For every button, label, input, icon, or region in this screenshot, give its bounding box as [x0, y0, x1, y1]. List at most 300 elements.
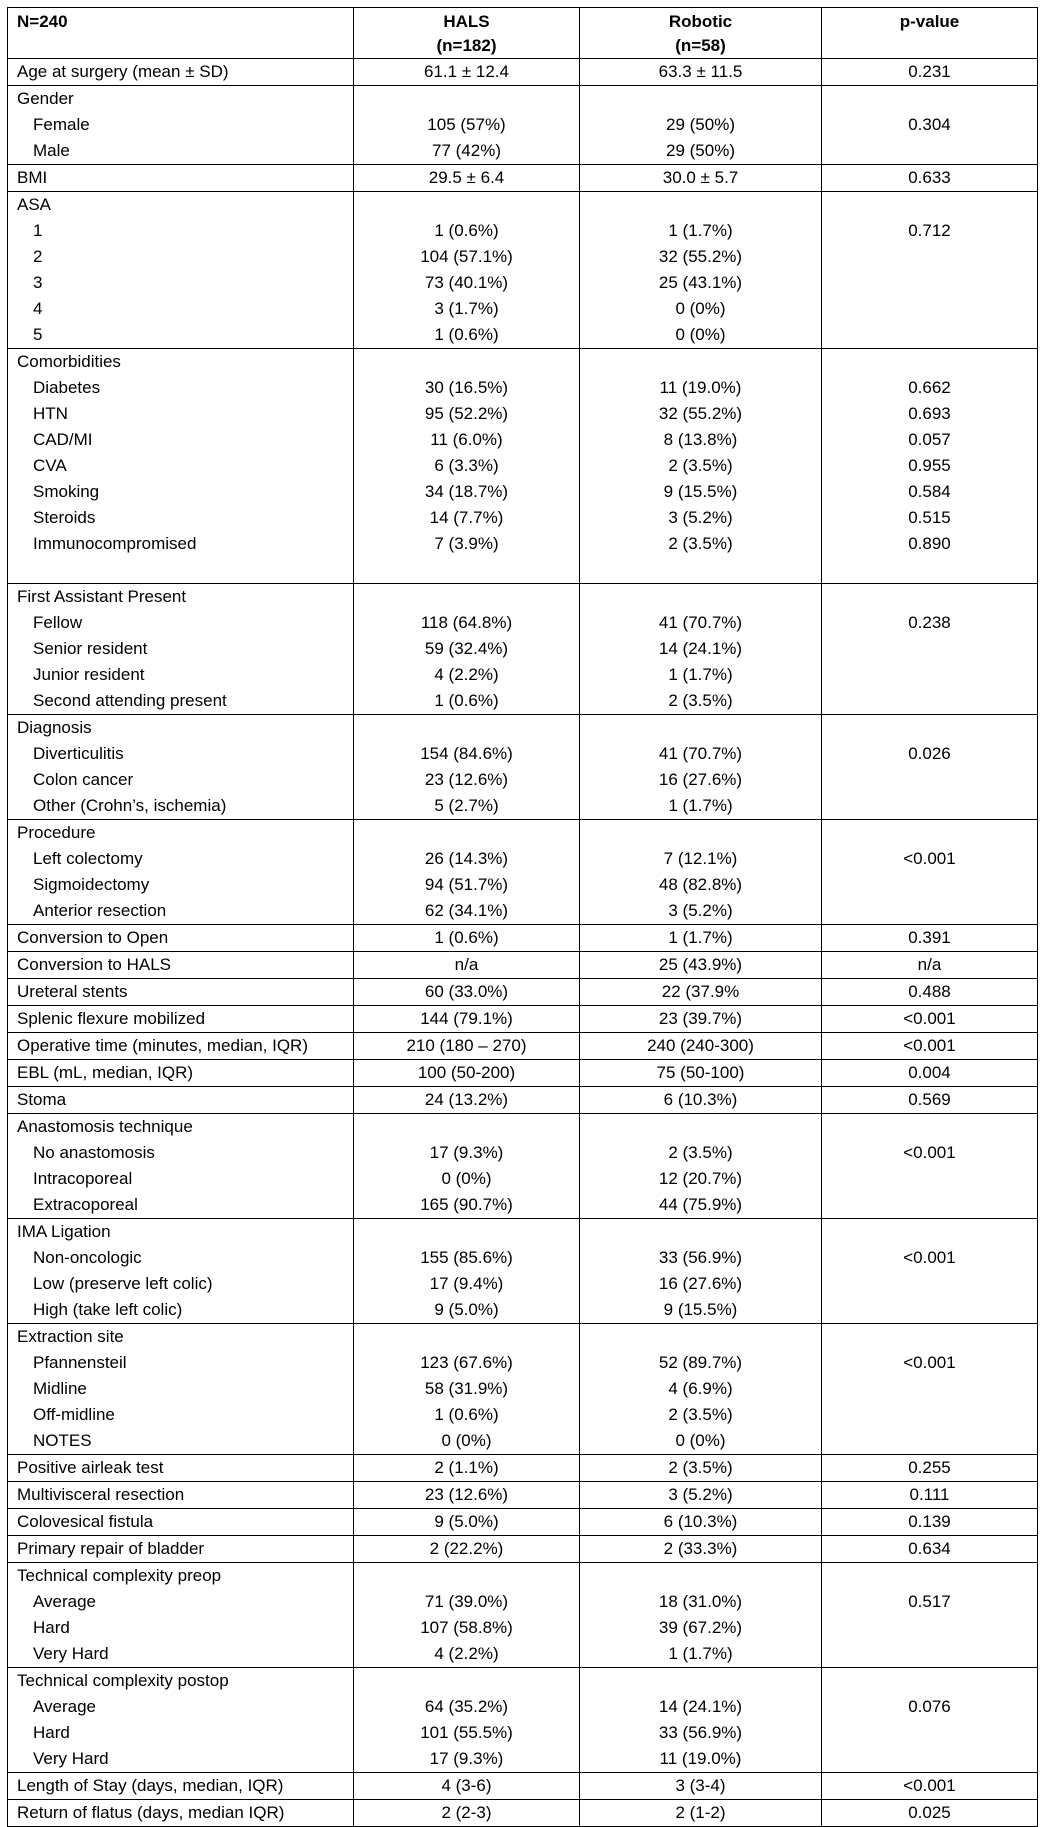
robotic-value-cell — [580, 1563, 822, 1668]
row-label: Technical complexity postop — [17, 1671, 229, 1690]
row-label: BMI — [17, 168, 48, 187]
hals-value-cell — [354, 86, 580, 165]
hals-value: 1 (0.6%) — [434, 1405, 499, 1424]
row-label-cell — [8, 925, 354, 952]
p-value: 0.569 — [908, 1090, 951, 1109]
robotic-value — [580, 86, 821, 112]
robotic-value: 11 (19.0%) — [659, 1749, 742, 1768]
row-label-cell — [8, 1033, 354, 1060]
hals-value: 23 (12.6%) — [424, 1485, 509, 1504]
row-label: Return of flatus (days, median IQR) — [17, 1803, 285, 1822]
row-label: Age at surgery (mean ± SD) — [17, 62, 229, 81]
robotic-value: 6 (10.3%) — [663, 1090, 738, 1109]
p-value: 0.662 — [908, 378, 951, 397]
hals-value: 26 (14.3%) — [424, 849, 509, 868]
row-sublabel: Off-midline — [33, 1405, 115, 1424]
hals-value — [354, 86, 579, 112]
p-value: 0.517 — [908, 1592, 951, 1611]
p-value-cell — [822, 1563, 1038, 1668]
p-value: 0.488 — [908, 982, 951, 1001]
row-sublabel: Average — [33, 1592, 97, 1611]
hals-value: 9 (5.0%) — [434, 1512, 499, 1531]
hals-value — [354, 715, 579, 741]
p-value — [822, 349, 1037, 375]
p-value: <0.001 — [903, 849, 956, 868]
robotic-value-cell — [580, 1536, 822, 1563]
hals-value — [354, 192, 579, 218]
row-label-cell — [8, 1482, 354, 1509]
hals-value: 104 (57.1%) — [420, 247, 513, 266]
row-label: ASA — [17, 195, 52, 214]
table-row — [8, 925, 1038, 952]
robotic-value: 0 (0%) — [675, 1431, 726, 1450]
hals-value: 17 (9.3%) — [429, 1749, 504, 1768]
header-robotic-title: Robotic — [668, 12, 733, 31]
table-row — [8, 1087, 1038, 1114]
hals-value-cell — [354, 1482, 580, 1509]
row-sublabel: 1 — [33, 221, 43, 240]
row-sublabel: HTN — [33, 404, 68, 423]
robotic-value: 1 (1.7%) — [668, 1644, 733, 1663]
row-label: Technical complexity preop — [17, 1566, 222, 1585]
robotic-value — [580, 1324, 821, 1350]
p-value: 0.111 — [909, 1485, 950, 1504]
row-label-cell — [8, 165, 354, 192]
row-sublabel: Other (Crohn’s, ischemia) — [33, 796, 227, 815]
robotic-value: 2 (3.5%) — [668, 1143, 733, 1162]
row-sublabel: Female — [33, 115, 90, 134]
p-value-cell — [822, 1324, 1038, 1455]
robotic-value-cell — [580, 1114, 822, 1219]
robotic-value: 3 (5.2%) — [668, 1485, 733, 1504]
hals-value: 1 (0.6%) — [434, 928, 499, 947]
row-label-cell — [8, 1563, 354, 1668]
p-value-cell — [822, 1536, 1038, 1563]
robotic-value: 2 (3.5%) — [668, 1458, 733, 1477]
robotic-value-cell — [580, 1668, 822, 1773]
row-label: Conversion to HALS — [17, 955, 172, 974]
robotic-value-cell — [580, 1509, 822, 1536]
row-label-cell — [8, 1800, 354, 1827]
row-sublabel: Male — [33, 141, 70, 160]
row-sublabel: NOTES — [33, 1431, 92, 1450]
row-label-cell — [8, 1219, 354, 1324]
table-row — [8, 1563, 1038, 1668]
p-value: 0.076 — [908, 1697, 951, 1716]
robotic-value: 9 (15.5%) — [663, 482, 738, 501]
p-value-cell — [822, 1509, 1038, 1536]
row-label: Extraction site — [17, 1327, 124, 1346]
hals-value: 11 (6.0%) — [430, 430, 503, 449]
table-body — [8, 59, 1038, 1827]
p-value-cell — [822, 349, 1038, 584]
row-sublabel: Fellow — [33, 613, 83, 632]
robotic-value: 16 (27.6%) — [658, 770, 743, 789]
robotic-value — [580, 820, 821, 846]
hals-value: 17 (9.3%) — [429, 1143, 504, 1162]
robotic-value: 33 (56.9%) — [658, 1248, 743, 1267]
hals-value-cell — [354, 584, 580, 715]
p-value — [822, 820, 1037, 846]
p-value-cell — [822, 59, 1038, 86]
table-row — [8, 979, 1038, 1006]
table-row — [8, 1006, 1038, 1033]
row-label: Anastomosis technique — [17, 1117, 193, 1136]
hals-value-cell — [354, 1087, 580, 1114]
p-value-cell — [822, 925, 1038, 952]
row-sublabel: 3 — [33, 273, 43, 292]
hals-value: 4 (2.2%) — [434, 665, 499, 684]
hals-value: 107 (58.8%) — [420, 1618, 513, 1637]
table-row — [8, 584, 1038, 715]
table-row — [8, 715, 1038, 820]
row-sublabel: Intracoporeal — [33, 1169, 133, 1188]
table-row — [8, 1668, 1038, 1773]
robotic-value: 25 (43.9%) — [658, 955, 743, 974]
robotic-value: 2 (3.5%) — [668, 456, 733, 475]
robotic-value: 22 (37.9% — [661, 982, 740, 1001]
row-label-cell — [8, 59, 354, 86]
hals-value — [354, 1219, 579, 1245]
row-label: First Assistant Present — [17, 587, 187, 606]
robotic-value: 11 (19.0%) — [659, 378, 742, 397]
robotic-value: 4 (6.9%) — [668, 1379, 733, 1398]
table-row — [8, 952, 1038, 979]
robotic-value: 240 (240-300) — [647, 1036, 754, 1055]
robotic-value-cell — [580, 1773, 822, 1800]
table-row — [8, 192, 1038, 349]
hals-value: 154 (84.6%) — [420, 744, 513, 763]
row-label: Multivisceral resection — [17, 1485, 185, 1504]
header-hals — [354, 8, 580, 59]
header-robotic-n: (n=58) — [675, 36, 726, 55]
robotic-value-cell — [580, 584, 822, 715]
hals-value: 77 (42%) — [432, 141, 501, 160]
robotic-value-cell — [580, 820, 822, 925]
hals-value — [354, 1114, 579, 1140]
hals-value: 165 (90.7%) — [420, 1195, 513, 1214]
row-label-cell — [8, 192, 354, 349]
table-row — [8, 1773, 1038, 1800]
hals-value: 64 (35.2%) — [424, 1697, 509, 1716]
hals-value-cell — [354, 192, 580, 349]
robotic-value-cell — [580, 1006, 822, 1033]
hals-value-cell — [354, 979, 580, 1006]
hals-value-cell — [354, 1324, 580, 1455]
p-value-cell — [822, 86, 1038, 165]
row-sublabel: CVA — [33, 456, 67, 475]
p-value — [822, 715, 1037, 741]
hals-value-cell — [354, 952, 580, 979]
robotic-value: 0 (0%) — [675, 325, 726, 344]
hals-value — [354, 1563, 579, 1589]
hals-value-cell — [354, 1773, 580, 1800]
robotic-value-cell — [580, 86, 822, 165]
hals-value-cell — [354, 1536, 580, 1563]
row-label-cell — [8, 584, 354, 715]
p-value-cell — [822, 715, 1038, 820]
robotic-value: 1 (1.7%) — [668, 928, 733, 947]
p-value: <0.001 — [903, 1353, 956, 1372]
hals-value-cell — [354, 1114, 580, 1219]
row-sublabel: Diverticulitis — [33, 744, 124, 763]
robotic-value: 52 (89.7%) — [658, 1353, 743, 1372]
robotic-value-cell — [580, 952, 822, 979]
row-sublabel: 5 — [33, 325, 43, 344]
header-hals-n: (n=182) — [436, 36, 497, 55]
p-value-cell — [822, 1455, 1038, 1482]
p-value: 0.515 — [908, 508, 951, 527]
p-value-cell — [822, 1060, 1038, 1087]
robotic-value-cell — [580, 1033, 822, 1060]
table-row — [8, 1455, 1038, 1482]
row-sublabel: 4 — [33, 299, 43, 318]
hals-value: 118 (64.8%) — [420, 613, 513, 632]
hals-value: 3 (1.7%) — [434, 299, 499, 318]
row-sublabel: Extracoporeal — [33, 1195, 138, 1214]
robotic-value: 32 (55.2%) — [658, 404, 743, 423]
robotic-value: 3 (5.2%) — [668, 901, 733, 920]
robotic-value-cell — [580, 349, 822, 584]
p-value: 0.004 — [908, 1063, 951, 1082]
hals-value: 1 (0.6%) — [434, 325, 499, 344]
p-value — [822, 1114, 1037, 1140]
robotic-value: 12 (20.7%) — [658, 1169, 743, 1188]
robotic-value: 29 (50%) — [666, 141, 735, 160]
row-sublabel: Midline — [33, 1379, 87, 1398]
row-label-cell — [8, 1773, 354, 1800]
robotic-value-cell — [580, 1800, 822, 1827]
hals-value: 1 (0.6%) — [434, 691, 499, 710]
robotic-value: 14 (24.1%) — [658, 1697, 743, 1716]
p-value — [822, 1563, 1037, 1589]
hals-value-cell — [354, 349, 580, 584]
robotic-value: 2 (3.5%) — [668, 1405, 733, 1424]
p-value-cell — [822, 952, 1038, 979]
row-label: EBL (mL, median, IQR) — [17, 1063, 194, 1082]
table-container — [7, 7, 1038, 1827]
robotic-value: 41 (70.7%) — [658, 744, 743, 763]
hals-value: 58 (31.9%) — [424, 1379, 509, 1398]
hals-value: 144 (79.1%) — [420, 1009, 513, 1028]
table-row — [8, 349, 1038, 584]
p-value — [822, 192, 1037, 218]
hals-value-cell — [354, 1219, 580, 1324]
hals-value-cell — [354, 59, 580, 86]
robotic-value: 3 (3-4) — [675, 1776, 726, 1795]
robotic-value: 44 (75.9%) — [658, 1195, 743, 1214]
p-value: n/a — [917, 955, 942, 974]
p-value-cell — [822, 165, 1038, 192]
hals-value: 100 (50-200) — [417, 1063, 516, 1082]
p-value: <0.001 — [903, 1143, 956, 1162]
p-value — [822, 1219, 1037, 1245]
hals-value: 23 (12.6%) — [424, 770, 509, 789]
hals-value: 2 (2-3) — [441, 1803, 492, 1822]
row-label: Conversion to Open — [17, 928, 169, 947]
robotic-value: 16 (27.6%) — [658, 1274, 743, 1293]
robotic-value-cell — [580, 192, 822, 349]
hals-value: 94 (51.7%) — [424, 875, 509, 894]
p-value: 0.712 — [908, 221, 951, 240]
hals-value-cell — [354, 1033, 580, 1060]
robotic-value: 39 (67.2%) — [658, 1618, 743, 1637]
hals-value: 5 (2.7%) — [434, 796, 499, 815]
table-row — [8, 820, 1038, 925]
hals-value: 123 (67.6%) — [420, 1353, 513, 1372]
robotic-value: 30.0 ± 5.7 — [662, 168, 739, 187]
robotic-value-cell — [580, 1455, 822, 1482]
p-value — [822, 86, 1037, 112]
table-row — [8, 59, 1038, 86]
p-value: 0.026 — [908, 744, 951, 763]
table-row — [8, 1033, 1038, 1060]
hals-value — [354, 584, 579, 610]
robotic-value: 0 (0%) — [675, 299, 726, 318]
row-label-cell — [8, 86, 354, 165]
robotic-value-cell — [580, 925, 822, 952]
robotic-value: 75 (50-100) — [656, 1063, 745, 1082]
robotic-value: 2 (1-2) — [675, 1803, 726, 1822]
hals-value — [354, 1324, 579, 1350]
p-value-cell — [822, 1114, 1038, 1219]
hals-value: 0 (0%) — [441, 1431, 492, 1450]
hals-value: 61.1 ± 12.4 — [424, 62, 509, 81]
hals-value: 60 (33.0%) — [424, 982, 509, 1001]
hals-value: 4 (2.2%) — [434, 1644, 499, 1663]
hals-value-cell — [354, 820, 580, 925]
robotic-value — [580, 349, 821, 375]
row-label: Positive airleak test — [17, 1458, 164, 1477]
robotic-value: 3 (5.2%) — [668, 508, 733, 527]
p-value: <0.001 — [903, 1036, 956, 1055]
hals-value-cell — [354, 1563, 580, 1668]
row-sublabel: CAD/MI — [33, 430, 93, 449]
p-value-cell — [822, 1668, 1038, 1773]
robotic-value: 2 (33.3%) — [663, 1539, 738, 1558]
row-label: Length of Stay (days, median, IQR) — [17, 1776, 284, 1795]
row-label-cell — [8, 820, 354, 925]
p-value: 0.231 — [908, 62, 951, 81]
row-sublabel: Pfannensteil — [33, 1353, 127, 1372]
p-value-cell — [822, 1773, 1038, 1800]
hals-value-cell — [354, 1455, 580, 1482]
row-label-cell — [8, 1536, 354, 1563]
row-label: Procedure — [17, 823, 96, 842]
row-sublabel: Sigmoidectomy — [33, 875, 150, 894]
table-row — [8, 1536, 1038, 1563]
p-value-cell — [822, 1006, 1038, 1033]
p-value: 0.238 — [908, 613, 951, 632]
robotic-value-cell — [580, 1482, 822, 1509]
row-label-cell — [8, 1060, 354, 1087]
row-sublabel: Left colectomy — [33, 849, 143, 868]
p-value: <0.001 — [903, 1248, 956, 1267]
p-value-cell — [822, 979, 1038, 1006]
table-row — [8, 1800, 1038, 1827]
row-label-cell — [8, 1509, 354, 1536]
hals-value: 73 (40.1%) — [424, 273, 509, 292]
hals-value-cell — [354, 1668, 580, 1773]
table-row — [8, 1114, 1038, 1219]
robotic-value — [580, 715, 821, 741]
robotic-value: 14 (24.1%) — [658, 639, 743, 658]
row-sublabel: No anastomosis — [33, 1143, 155, 1162]
row-label-cell — [8, 1668, 354, 1773]
hals-value: 2 (22.2%) — [429, 1539, 504, 1558]
row-label: Splenic flexure mobilized — [17, 1009, 206, 1028]
hals-value: 29.5 ± 6.4 — [428, 168, 505, 187]
robotic-value-cell — [580, 1324, 822, 1455]
hals-value-cell — [354, 1800, 580, 1827]
hals-value: 4 (3-6) — [441, 1776, 492, 1795]
row-sublabel: High (take left colic) — [33, 1300, 183, 1319]
hals-value-cell — [354, 1509, 580, 1536]
p-value: 0.584 — [908, 482, 951, 501]
p-value-cell — [822, 1219, 1038, 1324]
hals-value-cell — [354, 715, 580, 820]
robotic-value: 23 (39.7%) — [658, 1009, 743, 1028]
robotic-value: 6 (10.3%) — [663, 1512, 738, 1531]
hals-value-cell — [354, 165, 580, 192]
row-sublabel: Low (preserve left colic) — [33, 1274, 213, 1293]
p-value: 0.890 — [908, 534, 951, 553]
table-row — [8, 1509, 1038, 1536]
robotic-value-cell — [580, 1087, 822, 1114]
robotic-value: 32 (55.2%) — [658, 247, 743, 266]
hals-value-cell — [354, 1006, 580, 1033]
robotic-value: 1 (1.7%) — [668, 796, 733, 815]
hals-value: 9 (5.0%) — [434, 1300, 499, 1319]
row-sublabel: Colon cancer — [33, 770, 134, 789]
table-row — [8, 1324, 1038, 1455]
row-sublabel: Non-oncologic — [33, 1248, 142, 1267]
robotic-value: 25 (43.1%) — [658, 273, 743, 292]
p-value — [822, 1324, 1037, 1350]
robotic-value: 63.3 ± 11.5 — [658, 62, 743, 81]
header-robotic — [580, 8, 822, 59]
row-label: Operative time (minutes, median, IQR) — [17, 1036, 308, 1055]
hals-value: 17 (9.4%) — [429, 1274, 504, 1293]
robotic-value-cell — [580, 979, 822, 1006]
hals-value: 14 (7.7%) — [429, 508, 504, 527]
table-row — [8, 1482, 1038, 1509]
robotic-value: 7 (12.1%) — [663, 849, 738, 868]
p-value: 0.634 — [908, 1539, 951, 1558]
robotic-value — [580, 1219, 821, 1245]
row-label: Comorbidities — [17, 352, 121, 371]
hals-value: 101 (55.5%) — [420, 1723, 513, 1742]
p-value-cell — [822, 1800, 1038, 1827]
row-sublabel: Senior resident — [33, 639, 148, 658]
hals-value: 210 (180 – 270) — [406, 1036, 527, 1055]
p-value: 0.255 — [908, 1458, 951, 1477]
header-p-value: p-value — [822, 8, 1038, 59]
p-value-cell — [822, 820, 1038, 925]
row-label-cell — [8, 979, 354, 1006]
p-value: 0.391 — [908, 928, 951, 947]
row-label: Diagnosis — [17, 718, 92, 737]
row-spacer — [17, 557, 353, 583]
robotic-value: 2 (3.5%) — [668, 691, 733, 710]
table-row — [8, 86, 1038, 165]
table-row — [8, 1060, 1038, 1087]
robotic-value: 18 (31.0%) — [658, 1592, 743, 1611]
row-label-cell — [8, 715, 354, 820]
robotic-value — [580, 1563, 821, 1589]
p-value-cell — [822, 1087, 1038, 1114]
row-label: Gender — [17, 89, 74, 108]
